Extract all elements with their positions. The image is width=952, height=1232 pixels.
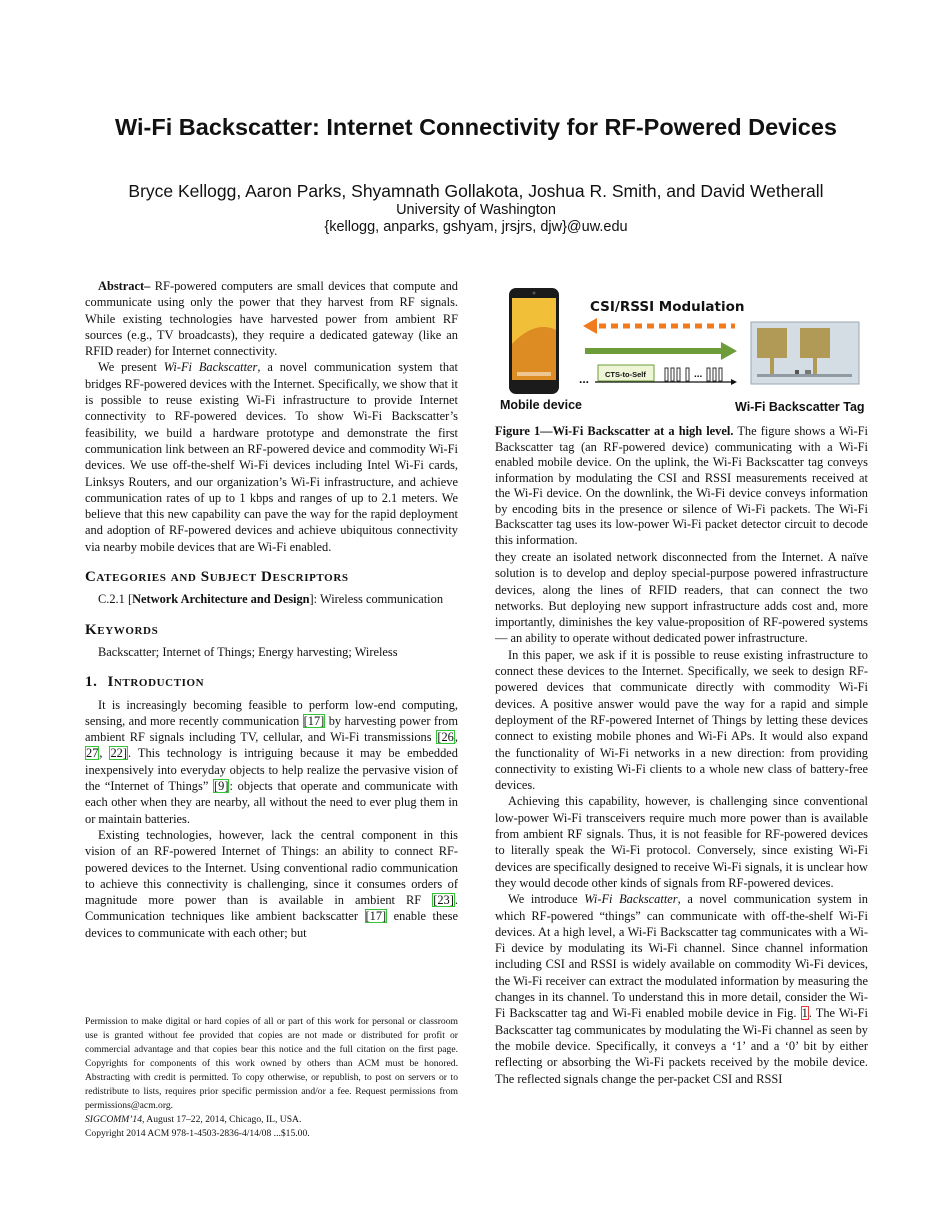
permission-notice: Permission to make digital or hard copies of all or part of this work for personal or classroom use is granted without fee provided that copies are not made or distributed for profit or commercial advantage and that copies bear this notice and the full citation on the first page. Copyrights for components of this work owned by others than ACM must be honored. Abstracting with credit is permitted. To copy otherwise, or republish, to post on servers or to redistribute to lists, requires prior specific permission and/or a fee. Request permissions from permissions@acm.org. SIGCOMM’14, August 17–22, 2014, Chicago, IL, USA. Copyright 2014 ACM 978-1-4503-2836-4/14/08 ...$15.00. bbox=[85, 1016, 458, 1139]
right-paragraph-1: they create an isolated network disconnected from the Internet. A naïve solution is to develop and deploy special-purpose powered infrastructure devices, along the lines of RFID readers, that can connect the two networks. But deploying new support infrastructure adds cost and, more importantly, diminishes the key value-proposition of RF-powered systems — an ability to operate without dedicated power infrastructure. bbox=[495, 550, 868, 646]
introduction-heading: 1. Introduction bbox=[85, 674, 205, 691]
citation-link[interactable]: 22] bbox=[110, 746, 128, 761]
timeline-dots-middle: ... bbox=[694, 369, 703, 380]
categories-text: C.2.1 [Network Architecture and Design]: Wireless communication bbox=[98, 592, 444, 607]
citation-link[interactable]: [17] bbox=[365, 909, 387, 924]
figure-1-caption: Figure 1—Wi-Fi Backscatter at a high level. The figure shows a Wi-Fi Backscatter tag (an RF-powered device) communicating with a Wi-Fi enabled mobile device. On the uplink, the Wi-Fi Backscatter tag conveys information by modulating the CSI and RSSI measurements received at the Wi-Fi device. On the downlink, the Wi-Fi device conveys information by encoding bits in the presence or silence of Wi-Fi packets. The Wi-Fi Backscatter tag uses its low-power Wi-Fi packet detector circuit to decode this information. bbox=[495, 424, 868, 547]
figure-1 bbox=[495, 284, 870, 420]
citation-link[interactable]: [23] bbox=[433, 893, 454, 908]
paper-title: Wi-Fi Backscatter: Internet Connectivity for RF-Powered Devices bbox=[115, 114, 837, 140]
intro-paragraph-2: Existing technologies, however, lack the central component in this vision of an RF-powered Internet of Things: an ability to connect RF-powered devices to the Internet. Using conventional radio communication to achieve this connectivity is challenging, since it consumes orders of magnitude more power than is available in ambient RF [23]. Communication techniques like ambient backscatter [17] enable these devices to communicate with each other; but bbox=[85, 827, 458, 940]
timeline-dots-start: ... bbox=[579, 372, 590, 386]
abstract-label: Abstract– bbox=[98, 279, 151, 293]
copyright-line: Copyright 2014 ACM 978-1-4503-2836-4/14/08 ...$15.00. bbox=[85, 1128, 310, 1139]
cts-to-self-label: CTS-to-Self bbox=[605, 370, 646, 379]
mobile-device-icon bbox=[509, 288, 559, 394]
right-paragraph-4: We introduce Wi-Fi Backscatter, a novel communication system in which RF-powered “things” can communicate with off-the-shelf Wi-Fi devices. At a high level, a Wi-Fi Backscatter tag communicates with a Wi-Fi device by modulating its Wi-Fi channel. Since channel information including CSI and RSSI is widely available on commodity Wi-Fi devices, the Wi-Fi receiver can extract the modulated information by measuring the changes in its channel. To understand this in more detail, consider the Wi-Fi Backscatter tag and Wi-Fi enabled mobile device in Fig. 1. The Wi-Fi Backscatter tag communicates by modulating the Wi-Fi channel as seen by the mobile device. Specifically, it conveys a ‘1’ and a ‘0’ bit by either reflecting or absorbing the Wi-Fi packets received by the mobile device. The reflected signals change the per-packet CSI and RSSI bbox=[495, 892, 868, 1086]
figure-reference-link[interactable]: 1 bbox=[801, 1006, 808, 1021]
right-paragraph-2: In this paper, we ask if it is possible to reuse existing infrastructure to connect these devices to the Internet. Specifically, we seek to design RF-powered devices that communicate directly with commodity Wi-Fi devices. A positive answer would pave the way for a rapid and simple deployment of the RF-powered Internet of Things by letting these devices connect to existing mobile phones and Wi-Fi APs. It would also expand the functionality of Wi-Fi networks in a new direction: from providing connectivity to existing Wi-Fi clients to a whole new class of battery-free devices. bbox=[495, 647, 868, 793]
citation-link[interactable]: [17] bbox=[303, 713, 325, 728]
uplink-arrow bbox=[583, 318, 735, 334]
citation-link[interactable]: [26 bbox=[437, 730, 454, 745]
packet-timeline bbox=[579, 365, 737, 386]
abstract-paragraph-2: We present Wi-Fi Backscatter, a novel communication system that bridges RF-powered devices with the Internet. Specifically, we show that it is possible to reuse existing Wi-Fi infrastructure to provide Internet connectivity to RF-powered devices. To show Wi-Fi Backscatter’s feasibility, we build a hardware prototype and demonstrate the first communication link between an RF-powered device and commodity Wi-Fi devices. We use off-the-shelf Wi-Fi devices including Intel Wi-Fi cards, Linksys Routers, and our organization’s Wi-Fi infrastructure, and achieve communication rates of up to 1 kbps and ranges of up to 2.1 meters. We believe that this new capability can pave the way for the rapid deployment and adoption of RF-powered devices and achieve ubiquitous connectivity via nearby mobile devices that are Wi-Fi enabled. bbox=[85, 360, 458, 554]
abstract-paragraph-1: Abstract– RF-powered computers are small devices that compute and communicate using only the power that they harvest from RF signals. While existing technologies have harvested power from ambient RF sources (e.g., TV broadcasts), they require a dedicated gateway (like an RFID reader) for Internet connectivity. bbox=[85, 279, 458, 359]
downlink-arrow bbox=[585, 342, 737, 360]
keywords-text: Backscatter; Internet of Things; Energy harvesting; Wireless bbox=[98, 644, 398, 659]
affiliation-block bbox=[0, 202, 952, 236]
left-column bbox=[85, 278, 458, 941]
backscatter-tag-icon bbox=[751, 322, 859, 384]
author-list: Bryce Kellogg, Aaron Parks, Shyamnath Gollakota, Joshua R. Smith, and David Wetherall bbox=[128, 181, 824, 201]
tag-label: Wi-Fi Backscatter Tag bbox=[735, 400, 865, 414]
citation-link[interactable]: 27 bbox=[86, 746, 99, 761]
right-paragraph-3: Achieving this capability, however, is challenging since conventional low-power Wi-Fi transceivers require much more power than is available from ambient RF signals. Thus, it is not feasible for RF-powered devices to literally speak the Wi-Fi protocol. Conversely, since existing Wi-Fi devices are specifically designed to receive Wi-Fi signals, it is unclear how they would decode other kinds of signals from RF-powered devices. bbox=[495, 794, 868, 890]
author-emails: {kellogg, anparks, gshyam, jrsjrs, djw}@uw.edu bbox=[324, 219, 628, 235]
venue-line: SIGCOMM’14, August 17–22, 2014, Chicago, IL, USA. bbox=[85, 1114, 302, 1125]
keywords-heading: Keywords bbox=[85, 621, 159, 638]
modulation-label: CSI/RSSI Modulation bbox=[590, 299, 745, 315]
intro-paragraph-1: It is increasingly becoming feasible to perform low-end computing, sensing, and more recently communication [17] by harvesting power from ambient RF signals including TV, cellular, and Wi-Fi transmissions [26, 27, 22]. This technology is intriguing because it may be embedded inexpensively into everyday objects to help realize the pervasive vision of the “Internet of Things” [9]: objects that operate and communicate with each other when they are nearby, all without the need to ever plug them in or maintain batteries. bbox=[85, 697, 459, 826]
affiliation: University of Washington bbox=[396, 202, 556, 218]
right-column bbox=[495, 549, 868, 1087]
citation-link[interactable]: [9] bbox=[214, 779, 229, 794]
figure-1-diagram bbox=[495, 284, 870, 420]
mobile-device-label: Mobile device bbox=[500, 398, 582, 412]
categories-heading: Categories and Subject Descriptors bbox=[85, 569, 349, 586]
